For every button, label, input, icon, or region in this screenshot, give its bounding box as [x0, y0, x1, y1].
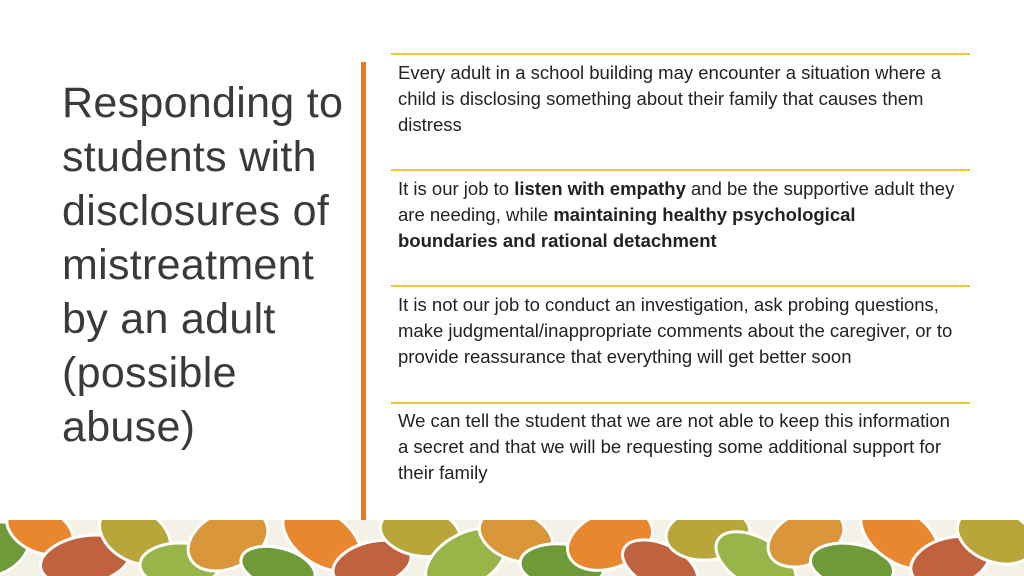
body-text: It is our job to — [398, 178, 515, 199]
body-text: and be the supportive adult they are needing, while — [398, 178, 955, 225]
decorative-pattern-band — [0, 520, 1024, 576]
body-text: We can tell the student that we are not able to keep this information a secret and that we will be requesting some additional support for their family — [398, 410, 950, 483]
item-rule — [391, 285, 970, 287]
emphasis-text: maintaining healthy psychological boundaries and rational detachment — [398, 204, 856, 251]
item-rule — [391, 402, 970, 404]
content-item — [398, 176, 958, 254]
emphasis-text: listen with empathy — [514, 178, 686, 199]
body-text: It is not our job to conduct an investigation, ask probing questions, make judgmental/inappropriate comments about the caregiver, or to provide reassurance that everything will get better soon — [398, 294, 953, 367]
slide-title: Responding to students with disclosures of mistreatment by an adult (possible abuse) — [62, 79, 344, 451]
organic-shapes-pattern — [0, 520, 1024, 576]
body-text: Every adult in a school building may encounter a situation where a child is disclosing something about their family that causes them distress — [398, 62, 941, 135]
accent-divider — [361, 62, 366, 520]
content-item — [398, 292, 958, 370]
content-item — [398, 408, 958, 486]
item-rule — [391, 169, 970, 171]
item-rule — [391, 53, 970, 55]
content-item — [398, 60, 958, 138]
